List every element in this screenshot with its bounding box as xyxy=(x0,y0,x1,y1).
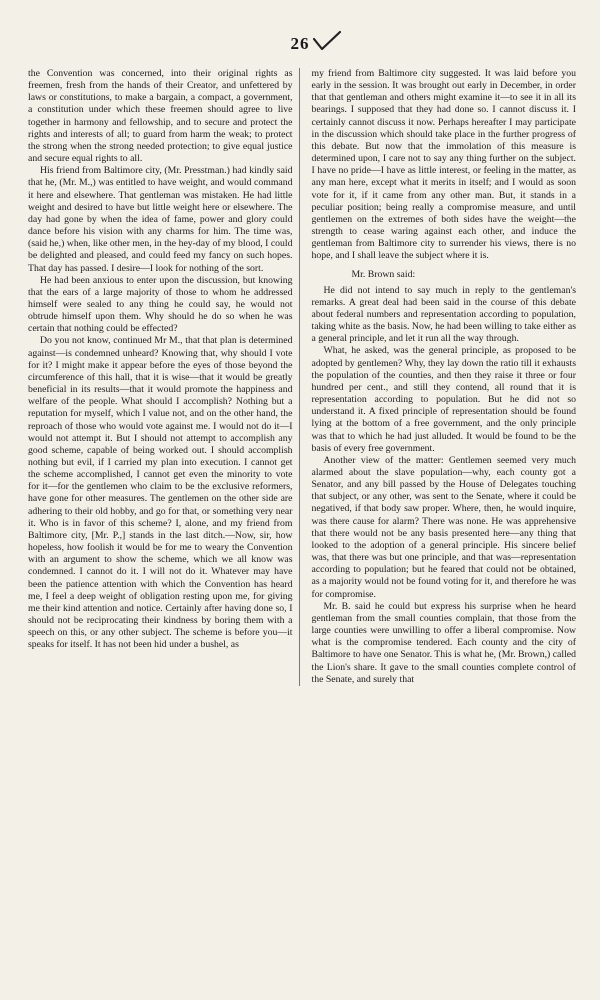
paragraph: He did not intend to say much in reply to the gentleman's remarks. A great deal had been said in the course of this debate about federal numbers and representation according to population, taking white as the basis. Now, he had been willing to take either as a general principle, and let it run all the way through. xyxy=(311,284,576,345)
left-column xyxy=(28,68,300,686)
text-columns xyxy=(28,68,576,686)
paragraph: my friend from Baltimore city suggested. It was laid before you early in the session. It was brought out early in December, in order that that gentleman and others might examine it—to see it in all its bearings. I supposed that they had done so. I cannot discuss it. I certainly cannot discuss it now. Perhaps hereafter I may participate in the discussion which should take place in the further progress of this debate. But now that the immolation of this measure is determined upon, I care not to say any thing further on the subject. I have no pride—I have as little interest, or feeling in the matter, as any man here, except what it merits in itself; and I would as soon vote for it, if it came from any other man. But, it stands in a peculiar position; being really a compromise measure, and until gentlemen on the extremes of both sides have the weight—the strength to cease waring against each other, and induce the gentleman from Baltimore city to surrender his views, there is no hope, and I shall leave the subject where it is. xyxy=(311,68,576,262)
paragraph: Do you not know, continued Mr M., that that plan is determined against—is condemned unheard? Knowing that, why should I vote for it? I might make it appear before the eyes of those beyond the circumference of this hall, that it is wise—that it would be greatly beneficial in its results—that it would promote the happiness and welfare of the people. What should I accomplish? Nothing but a reputation for myself, which I value not, and on the other hand, the reproach of those who would vote against me. I would not do it—I would not attempt it. But I should not attempt to accomplish any good scheme, capable of being worked out. I should accomplish nothing but evil, if I carried my plan into execution. I cannot get the scheme accomplished, I cannot get even the minority to vote for it—for the gentlemen who claim to be the exclusive reformers, have gone for other measures. The gentlemen on the other side are adhering to their old hobby, and go for that, or something very near it. Who is in favor of this scheme? I, alone, and my friend from Baltimore city, [Mr. P.,] stands in the last ditch.—Now, sir, how hopeless, how foolish it would be for me to weary the Convention with an argument to show the scheme, which we all know was condemned. I cannot do it. I will not do it. Whatever may have been the patience attention with which the Convention has heard me, I feel a deep weight of obligation resting upon me, for giving me their kind attention and notice. Certainly after having done so, I should not be reciprocating their kindness by boring them with a speech on this, or any other subject. The scheme is before you—it speaks for itself. It has not been hid under a bushel, as xyxy=(28,335,293,651)
paragraph: Mr. B. said he could but express his surprise when he heard gentleman from the small counties complain, that those from the large counties were unwilling to offer a liberal compromise. Now what is the compromise tendered. Each county and the city of Baltimore to have one Senator. This is what he, (Mr. Brown,) called the Lion's share. It gave to the small counties complete control of the Senate, and surely that xyxy=(311,600,576,685)
paragraph: the Convention was concerned, into their original rights as freemen, fresh from the hands of their Creator, and unfettered by laws or constitutions, to make a bargain, a compact, a government, a constitution under which these freemen should agree to live together in harmony and fellowship, and to secure and protect the rights and interests of all; to guard from harm the weak; to protect the strong when the strong needed protection; to give equal justice and secure equal rights to all. xyxy=(28,68,293,165)
paragraph: What, he asked, was the general principle, as proposed to be adopted by gentlemen? Why, they lay down the ratio till it exhausts the population of the counties, and then they raise it three or four hundred per cent., and still they contend, all round that it is representation according to population. But he did not so understand it. A fixed principle of representation should be found lying at the bottom of a free government, and the only principle was that to which he had just alluded. It would be found to be the basis of every free government. xyxy=(311,345,576,454)
paragraph: Another view of the matter: Gentlemen seemed very much alarmed about the slave population—why, each county got a Senator, and any bill passed by the House of Delegates touching that subject, or any other, was sent to the Senate, where it could be negatived, if that body saw proper. Where, then, he would inquire, was there cause for alarm? There was none. He was apprehensive that there would not be any basis presented here—any thing that looked to the adoption of a general principle. His sincere belief was, that there was but one principle, and that was—representation according to population; but he feared that could not be obtained, as a majority would not be found voting for it, and therefore he was for compromise. xyxy=(311,454,576,600)
checkmark-mark xyxy=(312,30,342,57)
paragraph: His friend from Baltimore city, (Mr. Presstman.) had kindly said that he, (Mr. M.,) was entitled to have weight, and would command it here and elsewhere. That gentleman was mistaken. He had little weight and desired to have but little weight here or elsewhere. The day had gone by when the idea of fame, power and glory could dance before his vision with any charms for him. The time was, (said he,) when, like other men, in the hey-day of my blood, I could be delighted and pleased, and could feed my fancy on such hopes. That day has passed. I desire—I look for nothing of the sort. xyxy=(28,165,293,274)
page-number: 26 xyxy=(290,34,310,53)
paragraph: He had been anxious to enter upon the discussion, but knowing that the ears of a large majority of those to whom he addressed himself were sealed to any thing he could say, he would not obtrude himself upon them. Why should he do so when he was certain that nothing could be effected? xyxy=(28,274,293,335)
right-column xyxy=(312,68,577,686)
speaker-heading: Mr. Brown said: xyxy=(351,268,416,280)
